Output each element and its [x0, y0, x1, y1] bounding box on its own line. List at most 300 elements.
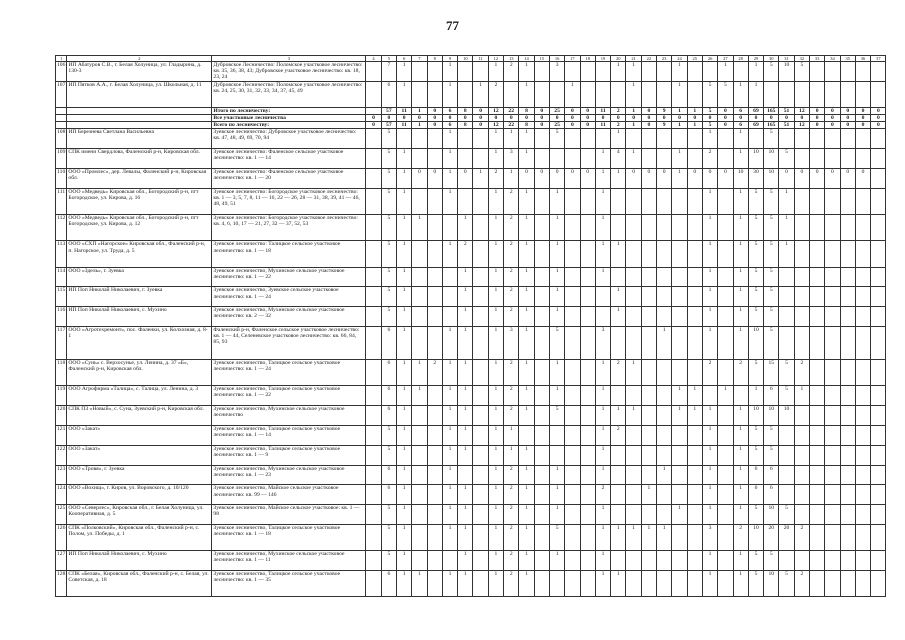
- value-cell: [855, 385, 870, 405]
- value-cell: [840, 241, 855, 267]
- value-cell: 2: [504, 241, 519, 267]
- forestry-location-cell: Зуевское лесничество: Фаленское сельское участковое лесничество: кв. 1 — 14: [212, 149, 366, 169]
- value-cell: [702, 62, 717, 82]
- value-cell: 2: [504, 465, 519, 485]
- value-cell: 1: [779, 189, 794, 215]
- value-cell: 1: [779, 215, 794, 241]
- row-number-cell: 119: [56, 385, 67, 405]
- value-cell: [580, 405, 595, 425]
- value-cell: [534, 465, 549, 485]
- value-cell: [794, 129, 809, 149]
- value-cell: [580, 359, 595, 385]
- value-cell: [810, 267, 825, 287]
- value-cell: [580, 81, 595, 107]
- value-cell: [534, 551, 549, 571]
- value-cell: [855, 525, 870, 551]
- value-cell: 11: [595, 122, 610, 129]
- value-cell: [672, 129, 687, 149]
- value-cell: [657, 485, 672, 505]
- value-cell: [657, 215, 672, 241]
- value-cell: [427, 81, 442, 107]
- value-cell: 12: [488, 108, 503, 115]
- value-cell: 0: [534, 108, 549, 115]
- header-col-number: 34: [825, 56, 840, 62]
- value-cell: [672, 425, 687, 445]
- value-cell: 1: [672, 169, 687, 189]
- value-cell: 1: [396, 307, 411, 327]
- value-cell: [565, 267, 580, 287]
- value-cell: 10: [764, 169, 779, 189]
- header-col-number: 23: [657, 56, 672, 62]
- value-cell: [427, 571, 442, 597]
- value-cell: 1: [488, 241, 503, 267]
- value-cell: [657, 405, 672, 425]
- value-cell: 0: [779, 115, 794, 122]
- value-cell: [871, 505, 886, 525]
- table-row: [56, 267, 886, 287]
- value-cell: [626, 129, 641, 149]
- value-cell: [458, 129, 473, 149]
- value-cell: 0: [519, 169, 534, 189]
- value-cell: 0: [473, 108, 488, 115]
- value-cell: [825, 62, 840, 82]
- value-cell: 6: [381, 485, 396, 505]
- value-cell: [412, 129, 427, 149]
- value-cell: [366, 551, 381, 571]
- value-cell: 5: [748, 267, 763, 287]
- value-cell: 5: [381, 129, 396, 149]
- value-cell: 1: [687, 122, 702, 129]
- value-cell: 0: [580, 115, 595, 122]
- value-cell: 1: [458, 215, 473, 241]
- header-col-number: 1: [56, 56, 67, 62]
- value-cell: [534, 81, 549, 107]
- value-cell: 0: [565, 122, 580, 129]
- value-cell: [871, 62, 886, 82]
- forestry-location-cell: Зуевское лесничество: Дубровское участковое лесничество: кв. 47, 48, 49, 69, 70, 94: [212, 129, 366, 149]
- value-cell: 1: [595, 215, 610, 241]
- row-number-cell: 116: [56, 307, 67, 327]
- value-cell: [412, 405, 427, 425]
- value-cell: [626, 385, 641, 405]
- value-cell: [810, 241, 825, 267]
- value-cell: 1: [672, 149, 687, 169]
- value-cell: [580, 385, 595, 405]
- value-cell: [611, 189, 626, 215]
- value-cell: [855, 327, 870, 360]
- organization-name-cell: ИП Абатуров С.В., г. Белая Холуница, ул. Гладырина, д. 130-3: [67, 62, 212, 82]
- value-cell: [626, 307, 641, 327]
- value-cell: 10: [764, 505, 779, 525]
- value-cell: [534, 62, 549, 82]
- value-cell: 0: [794, 169, 809, 189]
- value-cell: [412, 189, 427, 215]
- value-cell: 1: [458, 505, 473, 525]
- value-cell: 0: [565, 115, 580, 122]
- value-cell: 5: [381, 241, 396, 267]
- value-cell: 1: [458, 425, 473, 445]
- value-cell: [825, 551, 840, 571]
- value-cell: [565, 505, 580, 525]
- value-cell: 0: [855, 122, 870, 129]
- value-cell: [458, 465, 473, 485]
- value-cell: [641, 385, 656, 405]
- value-cell: 5: [748, 571, 763, 597]
- value-cell: 1: [519, 81, 534, 107]
- value-cell: 0: [595, 115, 610, 122]
- organization-name-cell: ИП Пятков А.А., г. Белая Холуница, ул. Школьная, д. 11: [67, 81, 212, 107]
- value-cell: [458, 189, 473, 215]
- value-cell: 1: [733, 405, 748, 425]
- value-cell: [687, 215, 702, 241]
- value-cell: [473, 405, 488, 425]
- value-cell: 5: [381, 169, 396, 189]
- value-cell: [641, 551, 656, 571]
- value-cell: 1: [595, 425, 610, 445]
- value-cell: 2: [595, 485, 610, 505]
- value-cell: [718, 287, 733, 307]
- value-cell: [871, 551, 886, 571]
- value-cell: 5: [549, 129, 564, 149]
- value-cell: [825, 405, 840, 425]
- value-cell: [427, 307, 442, 327]
- value-cell: 2: [794, 525, 809, 551]
- value-cell: 22: [504, 122, 519, 129]
- value-cell: [840, 465, 855, 485]
- value-cell: [412, 425, 427, 445]
- value-cell: [641, 405, 656, 425]
- value-cell: 1: [519, 445, 534, 465]
- value-cell: [641, 215, 656, 241]
- value-cell: [580, 189, 595, 215]
- value-cell: [565, 359, 580, 385]
- value-cell: 1: [626, 525, 641, 551]
- value-cell: 1: [794, 385, 809, 405]
- value-cell: 1: [412, 385, 427, 405]
- value-cell: [366, 267, 381, 287]
- row-number-cell: 126: [56, 525, 67, 551]
- value-cell: 1: [549, 465, 564, 485]
- value-cell: [855, 62, 870, 82]
- value-cell: [810, 465, 825, 485]
- value-cell: [549, 445, 564, 465]
- value-cell: 1: [442, 445, 457, 465]
- value-cell: 5: [748, 551, 763, 571]
- value-cell: [718, 445, 733, 465]
- organization-name-cell: ООО «Северлес», Кировская обл., г. Белая Холуница, ул. Кооперативная, д. 5: [67, 505, 212, 525]
- value-cell: [840, 571, 855, 597]
- value-cell: 5: [764, 215, 779, 241]
- value-cell: 1: [549, 385, 564, 405]
- value-cell: 1: [488, 385, 503, 405]
- value-cell: [657, 425, 672, 445]
- row-number-cell: 107: [56, 81, 67, 107]
- row-number-cell: 117: [56, 327, 67, 360]
- value-cell: 1: [488, 62, 503, 82]
- value-cell: 1: [641, 485, 656, 505]
- value-cell: 1: [396, 505, 411, 525]
- value-cell: 5: [381, 307, 396, 327]
- value-cell: [855, 445, 870, 465]
- value-cell: 1: [504, 129, 519, 149]
- value-cell: [611, 327, 626, 360]
- value-cell: [718, 405, 733, 425]
- value-cell: [366, 327, 381, 360]
- value-cell: [565, 525, 580, 551]
- value-cell: 1: [488, 425, 503, 445]
- value-cell: 1: [779, 241, 794, 267]
- forestry-location-cell: Зуевское лесничество, Мухинское сельское участковое лесничество: кв. 2 — 32: [212, 307, 366, 327]
- value-cell: 1: [488, 287, 503, 307]
- value-cell: 0: [840, 108, 855, 115]
- value-cell: 0: [855, 115, 870, 122]
- value-cell: 1: [442, 385, 457, 405]
- value-cell: [657, 129, 672, 149]
- value-cell: [580, 129, 595, 149]
- value-cell: 1: [396, 189, 411, 215]
- value-cell: 1: [672, 108, 687, 115]
- value-cell: [840, 287, 855, 307]
- organization-name-cell: СПК имени Свердлова, Фаленский р-н, Кировская обл.: [67, 149, 212, 169]
- value-cell: [641, 189, 656, 215]
- forestry-location-cell: Зуевское лесничество, Мухинское сельское участковое лесничество: [212, 405, 366, 425]
- value-cell: [427, 425, 442, 445]
- value-cell: [657, 267, 672, 287]
- value-cell: 11: [595, 108, 610, 115]
- value-cell: [565, 571, 580, 597]
- value-cell: [534, 189, 549, 215]
- value-cell: 0: [427, 169, 442, 189]
- value-cell: [549, 81, 564, 107]
- value-cell: 3: [702, 525, 717, 551]
- value-cell: 1: [488, 189, 503, 215]
- value-cell: 5: [748, 505, 763, 525]
- organization-name-cell: СПК ПЗ «Новый», с. Суна, Зуевский р-н, Кировская обл.: [67, 405, 212, 425]
- value-cell: [657, 241, 672, 267]
- value-cell: 1: [488, 405, 503, 425]
- value-cell: 2: [504, 62, 519, 82]
- value-cell: 1: [519, 241, 534, 267]
- value-cell: 1: [442, 241, 457, 267]
- value-cell: 10: [764, 149, 779, 169]
- value-cell: [779, 485, 794, 505]
- value-cell: 1: [565, 81, 580, 107]
- header-col-number: 4: [366, 56, 381, 62]
- value-cell: [396, 129, 411, 149]
- value-cell: 1: [733, 149, 748, 169]
- value-cell: 0: [534, 115, 549, 122]
- value-cell: 0: [626, 169, 641, 189]
- value-cell: [840, 267, 855, 287]
- value-cell: [595, 129, 610, 149]
- value-cell: 1: [473, 81, 488, 107]
- value-cell: 5: [779, 571, 794, 597]
- value-cell: [427, 327, 442, 360]
- value-cell: [657, 385, 672, 405]
- value-cell: [626, 327, 641, 360]
- value-cell: [794, 465, 809, 485]
- value-cell: [366, 189, 381, 215]
- value-cell: [687, 445, 702, 465]
- value-cell: [855, 485, 870, 505]
- value-cell: 1: [718, 62, 733, 82]
- value-cell: [687, 149, 702, 169]
- value-cell: [611, 445, 626, 465]
- value-cell: 1: [396, 359, 411, 385]
- value-cell: [565, 327, 580, 360]
- row-number-cell: 108: [56, 129, 67, 149]
- value-cell: 2: [488, 169, 503, 189]
- value-cell: 0: [825, 108, 840, 115]
- value-cell: 1: [733, 81, 748, 107]
- value-cell: 2: [504, 359, 519, 385]
- row-number-cell: 125: [56, 505, 67, 525]
- value-cell: [672, 215, 687, 241]
- value-cell: [427, 551, 442, 571]
- value-cell: 1: [733, 241, 748, 267]
- value-cell: [871, 215, 886, 241]
- value-cell: [871, 241, 886, 267]
- value-cell: [427, 62, 442, 82]
- value-cell: 0: [855, 108, 870, 115]
- value-cell: [855, 215, 870, 241]
- value-cell: 1: [458, 359, 473, 385]
- value-cell: [779, 129, 794, 149]
- value-cell: [473, 359, 488, 385]
- value-cell: 5: [794, 62, 809, 82]
- value-cell: [871, 465, 886, 485]
- value-cell: 1: [458, 571, 473, 597]
- value-cell: [840, 505, 855, 525]
- value-cell: 3: [504, 149, 519, 169]
- value-cell: 10: [748, 327, 763, 360]
- value-cell: [840, 445, 855, 465]
- value-cell: [840, 81, 855, 107]
- value-cell: [794, 189, 809, 215]
- value-cell: [473, 551, 488, 571]
- value-cell: 12: [794, 108, 809, 115]
- value-cell: [672, 287, 687, 307]
- value-cell: [611, 505, 626, 525]
- value-cell: [871, 445, 886, 465]
- value-cell: 1: [611, 241, 626, 267]
- value-cell: [427, 241, 442, 267]
- value-cell: [657, 571, 672, 597]
- value-cell: [810, 287, 825, 307]
- value-cell: 1: [672, 385, 687, 405]
- value-cell: 1: [549, 189, 564, 215]
- value-cell: [473, 215, 488, 241]
- row-number-cell: 110: [56, 169, 67, 189]
- value-cell: 0: [657, 115, 672, 122]
- value-cell: 2: [427, 359, 442, 385]
- value-cell: [534, 525, 549, 551]
- value-cell: 1: [442, 62, 457, 82]
- value-cell: 1: [519, 405, 534, 425]
- value-cell: 1: [595, 169, 610, 189]
- value-cell: 5: [764, 307, 779, 327]
- value-cell: [871, 327, 886, 360]
- value-cell: 0: [840, 122, 855, 129]
- value-cell: [549, 571, 564, 597]
- row-number-cell: 121: [56, 425, 67, 445]
- value-cell: 0: [641, 115, 656, 122]
- value-cell: [565, 62, 580, 82]
- value-cell: [549, 425, 564, 445]
- row-number-cell: 128: [56, 571, 67, 597]
- value-cell: 5: [702, 81, 717, 107]
- value-cell: [366, 505, 381, 525]
- value-cell: [473, 287, 488, 307]
- value-cell: 0: [840, 169, 855, 189]
- value-cell: [611, 485, 626, 505]
- value-cell: 1: [442, 425, 457, 445]
- value-cell: [687, 81, 702, 107]
- value-cell: 0: [641, 108, 656, 115]
- value-cell: 3: [504, 327, 519, 360]
- value-cell: 1: [595, 465, 610, 485]
- value-cell: [366, 425, 381, 445]
- value-cell: 1: [442, 327, 457, 360]
- value-cell: 0: [534, 122, 549, 129]
- value-cell: [366, 149, 381, 169]
- value-cell: 1: [702, 327, 717, 360]
- value-cell: 0: [687, 169, 702, 189]
- value-cell: [580, 307, 595, 327]
- value-cell: 1: [626, 359, 641, 385]
- value-cell: 2: [504, 485, 519, 505]
- table-row: [56, 359, 886, 385]
- value-cell: 1: [442, 485, 457, 505]
- value-cell: [641, 571, 656, 597]
- value-cell: 5: [381, 425, 396, 445]
- value-cell: 6: [764, 465, 779, 485]
- value-cell: 0: [519, 115, 534, 122]
- value-cell: [473, 241, 488, 267]
- value-cell: [672, 241, 687, 267]
- value-cell: 1: [396, 485, 411, 505]
- value-cell: [779, 445, 794, 465]
- value-cell: 20: [779, 525, 794, 551]
- value-cell: 0: [473, 122, 488, 129]
- value-cell: 0: [840, 115, 855, 122]
- value-cell: [718, 525, 733, 551]
- value-cell: 1: [595, 189, 610, 215]
- forestry-location-cell: Зуевское лесничество, Зуевское сельское участковое лесничество: кв. 1 — 24: [212, 287, 366, 307]
- value-cell: [519, 425, 534, 445]
- value-cell: 6: [442, 108, 457, 115]
- value-cell: 2: [702, 359, 717, 385]
- value-cell: 1: [442, 189, 457, 215]
- header-col-number: 13: [504, 56, 519, 62]
- value-cell: [534, 241, 549, 267]
- value-cell: [779, 327, 794, 360]
- value-cell: [534, 215, 549, 241]
- value-cell: 5: [764, 287, 779, 307]
- value-cell: [825, 129, 840, 149]
- header-col-number: 30: [764, 56, 779, 62]
- value-cell: 5: [549, 327, 564, 360]
- value-cell: [871, 485, 886, 505]
- value-cell: [565, 241, 580, 267]
- value-cell: 5: [381, 551, 396, 571]
- value-cell: 1: [702, 505, 717, 525]
- value-cell: 1: [519, 62, 534, 82]
- value-cell: 0: [580, 122, 595, 129]
- value-cell: 1: [549, 307, 564, 327]
- organization-name-cell: ООО «Вохищ», г. Киров, ул. Воровского, д. 10/120: [67, 485, 212, 505]
- value-cell: [810, 405, 825, 425]
